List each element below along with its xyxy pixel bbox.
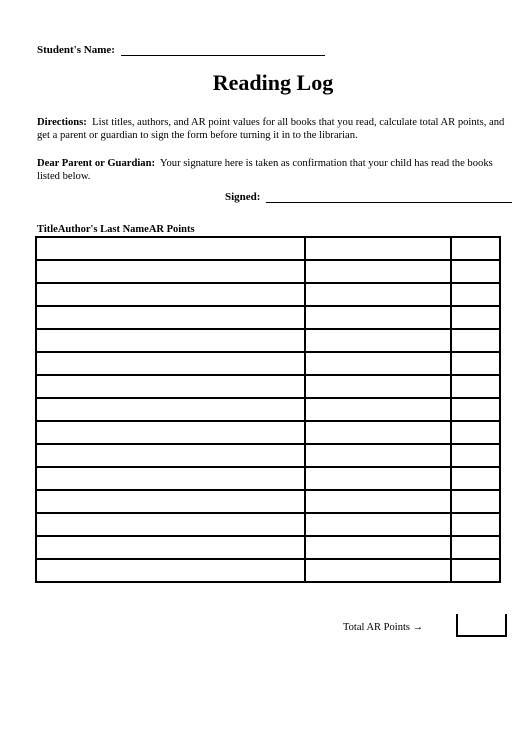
- author-cell[interactable]: [305, 559, 451, 582]
- title-cell[interactable]: [36, 513, 305, 536]
- directions-label: Directions:: [37, 117, 87, 128]
- page-title: Reading Log: [212, 70, 334, 95]
- author-cell[interactable]: [305, 444, 451, 467]
- title-cell[interactable]: [36, 329, 305, 352]
- title-cell[interactable]: [36, 260, 305, 283]
- title-cell[interactable]: [36, 444, 305, 467]
- header-title: Title: [37, 224, 58, 235]
- author-cell[interactable]: [305, 536, 451, 559]
- total-points-label: Total AR Points →: [343, 622, 424, 633]
- table-row: [36, 260, 500, 283]
- table-row: [36, 467, 500, 490]
- student-name-label: Student's Name:: [37, 44, 115, 56]
- title-cell[interactable]: [36, 352, 305, 375]
- parent-note-label: Dear Parent or Guardian:: [37, 158, 155, 169]
- title-cell[interactable]: [36, 375, 305, 398]
- table-row: [36, 352, 500, 375]
- author-cell[interactable]: [305, 513, 451, 536]
- parent-note-paragraph: [37, 157, 507, 183]
- table-row: [36, 329, 500, 352]
- points-cell[interactable]: [451, 536, 500, 559]
- student-name-line[interactable]: [121, 45, 325, 56]
- parent-note-text: Your signature here is taken as confirmation that your child has read the books listed below.: [37, 158, 493, 182]
- directions-text: List titles, authors, and AR point values for all books that you read, calculate total AR points, and get a parent or guardian to sign the form before turning it in to the librarian.: [37, 117, 505, 141]
- student-name-field: [37, 44, 325, 56]
- points-cell[interactable]: [451, 559, 500, 582]
- table-row: [36, 375, 500, 398]
- author-cell[interactable]: [305, 283, 451, 306]
- header-points: AR Points: [148, 224, 195, 235]
- table-row: [36, 398, 500, 421]
- table-row: [36, 536, 500, 559]
- title-cell[interactable]: [36, 536, 305, 559]
- table-headers: [37, 224, 195, 235]
- title-cell[interactable]: [36, 421, 305, 444]
- points-cell[interactable]: [451, 237, 500, 260]
- title-cell[interactable]: [36, 490, 305, 513]
- reading-log-table: [35, 236, 501, 583]
- points-cell[interactable]: [451, 513, 500, 536]
- points-cell[interactable]: [451, 421, 500, 444]
- points-cell[interactable]: [451, 398, 500, 421]
- table-row: [36, 490, 500, 513]
- points-cell[interactable]: [451, 329, 500, 352]
- author-cell[interactable]: [305, 237, 451, 260]
- reading-log-body: [36, 237, 500, 582]
- table-row: [36, 513, 500, 536]
- points-cell[interactable]: [451, 306, 500, 329]
- signed-label: Signed:: [225, 191, 261, 203]
- total-points-box[interactable]: [456, 614, 507, 637]
- author-cell[interactable]: [305, 352, 451, 375]
- author-cell[interactable]: [305, 467, 451, 490]
- table-row: [36, 306, 500, 329]
- points-cell[interactable]: [451, 260, 500, 283]
- author-cell[interactable]: [305, 329, 451, 352]
- title-cell[interactable]: [36, 237, 305, 260]
- title-cell[interactable]: [36, 467, 305, 490]
- points-cell[interactable]: [451, 283, 500, 306]
- table-row: [36, 237, 500, 260]
- table-row: [36, 421, 500, 444]
- author-cell[interactable]: [305, 306, 451, 329]
- title-cell[interactable]: [36, 283, 305, 306]
- header-author: Author's Last Name: [57, 224, 149, 235]
- points-cell[interactable]: [451, 352, 500, 375]
- table-row: [36, 559, 500, 582]
- author-cell[interactable]: [305, 260, 451, 283]
- title-cell[interactable]: [36, 559, 305, 582]
- author-cell[interactable]: [305, 490, 451, 513]
- table-row: [36, 283, 500, 306]
- title-cell[interactable]: [36, 306, 305, 329]
- author-cell[interactable]: [305, 421, 451, 444]
- directions-paragraph: [37, 116, 507, 142]
- points-cell[interactable]: [451, 467, 500, 490]
- author-cell[interactable]: [305, 398, 451, 421]
- points-cell[interactable]: [451, 444, 500, 467]
- signature-line[interactable]: [266, 192, 512, 203]
- table-row: [36, 444, 500, 467]
- points-cell[interactable]: [451, 490, 500, 513]
- author-cell[interactable]: [305, 375, 451, 398]
- points-cell[interactable]: [451, 375, 500, 398]
- title-cell[interactable]: [36, 398, 305, 421]
- signature-field: [225, 191, 512, 203]
